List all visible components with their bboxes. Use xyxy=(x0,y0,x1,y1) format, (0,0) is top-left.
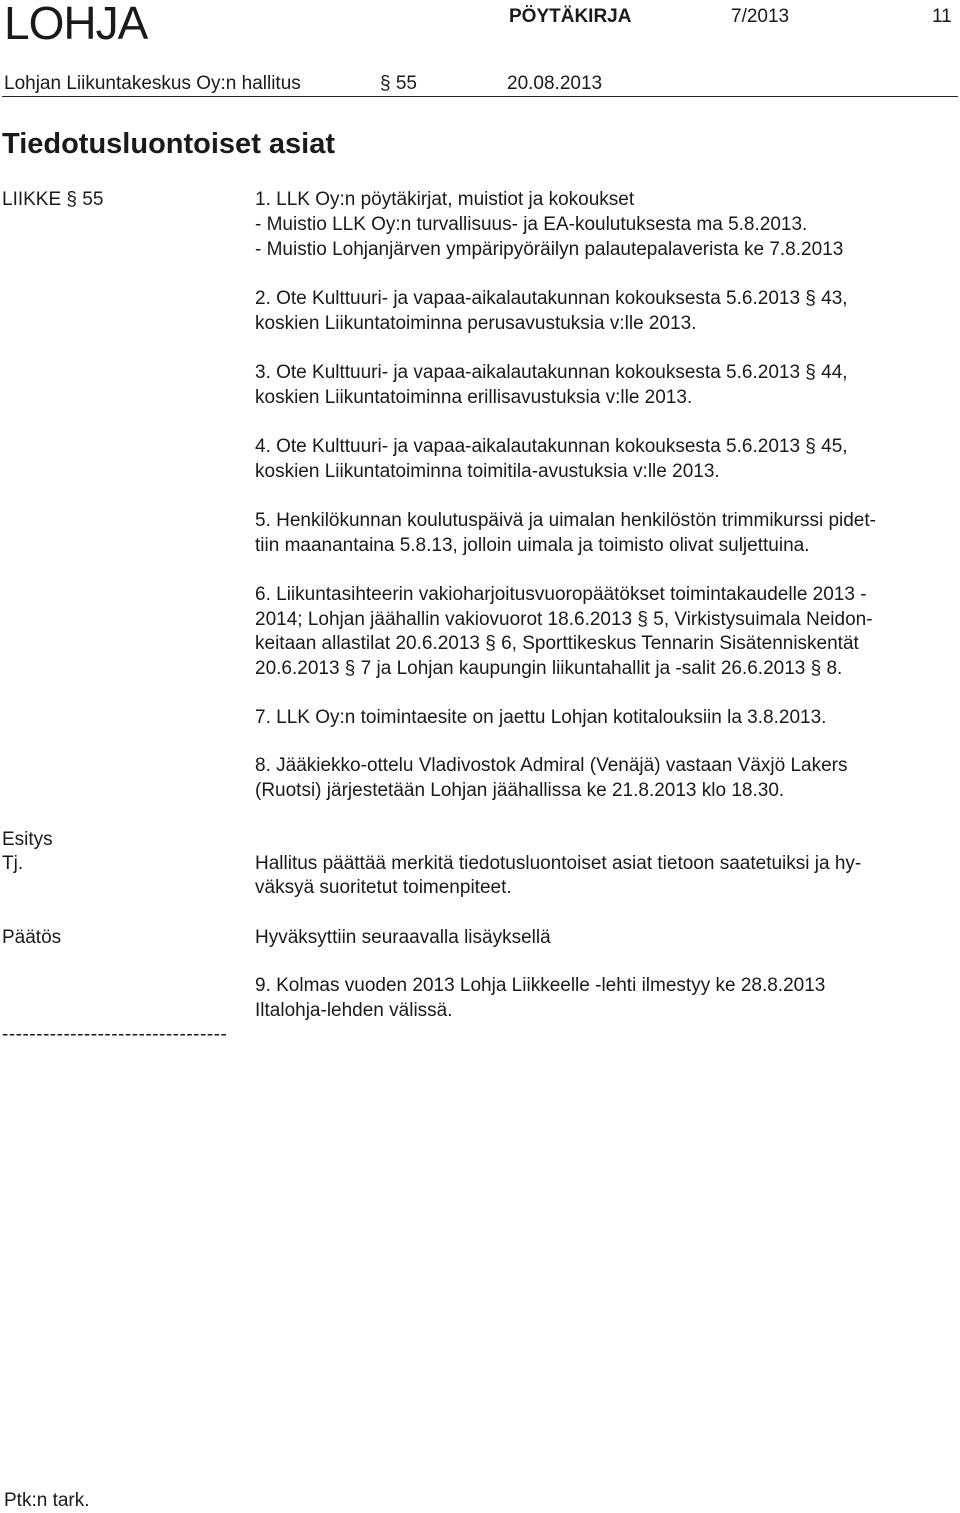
page-title: Tiedotusluontoiset asiat xyxy=(2,128,336,160)
content-line: koskien Liikuntatoiminna toimitila-avustuksia v:lle 2013. xyxy=(255,461,720,482)
content-line: 1. LLK Oy:n pöytäkirjat, muistiot ja kokoukset xyxy=(255,189,635,210)
footer-reviewer-label: Ptk:n tark. xyxy=(4,1490,90,1511)
content-line: 8. Jääkiekko-ottelu Vladivostok Admiral (Venäjä) vastaan Växjö Lakers xyxy=(255,755,848,776)
content-line: - Muistio LLK Oy:n turvallisuus- ja EA-koulutuksesta ma 5.8.2013. xyxy=(255,214,808,235)
proposal-line: väksyä suoritetut toimenpiteet. xyxy=(255,877,512,898)
decision-line: 9. Kolmas vuoden 2013 Lohja Liikkeelle -lehti ilmestyy ke 28.8.2013 xyxy=(255,975,826,996)
decision-line: Hyväksyttiin seuraavalla lisäyksellä xyxy=(255,927,551,948)
organization-name: Lohjan Liikuntakeskus Oy:n hallitus xyxy=(4,73,301,94)
content-line: 6. Liikuntasihteerin vakioharjoitusvuoropäätökset toimintakaudelle 2013 - xyxy=(255,584,867,605)
content-line: keitaan allastilat 20.6.2013 § 6, Sporttikeskus Tennarin Sisätenniskentät xyxy=(255,633,859,654)
content-line: 2014; Lohjan jäähallin vakiovuorot 18.6.2013 § 5, Virkistysuimala Neidon- xyxy=(255,609,873,630)
presenter-label: Tj. xyxy=(2,853,24,874)
content-line: koskien Liikuntatoiminna perusavustuksia v:lle 2013. xyxy=(255,313,697,334)
section-label: LIIKKE § 55 xyxy=(2,189,104,210)
content-line: 2. Ote Kulttuuri- ja vapaa-aikalautakunnan kokouksesta 5.6.2013 § 43, xyxy=(255,288,848,309)
decision-line: Iltalohja-lehden välissä. xyxy=(255,1000,453,1021)
page-number: 11 xyxy=(932,6,952,27)
section-reference: § 55 xyxy=(380,73,417,94)
header-divider xyxy=(2,96,958,97)
content-line: (Ruotsi) järjestetään Lohjan jäähallissa ke 21.8.2013 klo 18.30. xyxy=(255,780,785,801)
content-line: 3. Ote Kulttuuri- ja vapaa-aikalautakunnan kokouksesta 5.6.2013 § 44, xyxy=(255,362,848,383)
document-number: 7/2013 xyxy=(731,6,790,27)
esitys-label: Esitys xyxy=(2,829,53,850)
meeting-date: 20.08.2013 xyxy=(507,73,603,94)
content-line: - Muistio Lohjanjärven ympäripyöräilyn palautepalaverista ke 7.8.2013 xyxy=(255,239,844,260)
content-line: 4. Ote Kulttuuri- ja vapaa-aikalautakunnan kokouksesta 5.6.2013 § 45, xyxy=(255,436,848,457)
content-line: koskien Liikuntatoiminna erillisavustuksia v:lle 2013. xyxy=(255,387,693,408)
document-type: PÖYTÄKIRJA xyxy=(509,6,632,27)
content-line: 7. LLK Oy:n toimintaesite on jaettu Lohjan kotitalouksiin la 3.8.2013. xyxy=(255,707,827,728)
dashed-divider: --------------------------------- xyxy=(2,1024,228,1045)
content-line: 20.6.2013 § 7 ja Lohjan kaupungin liikuntahallit ja -salit 26.6.2013 § 8. xyxy=(255,658,843,679)
content-line: tiin maanantaina 5.8.13, jolloin uimala ja toimisto olivat suljettuina. xyxy=(255,535,810,556)
decision-label: Päätös xyxy=(2,927,62,948)
lohja-logo: LOHJA xyxy=(4,0,148,49)
proposal-line: Hallitus päättää merkitä tiedotusluontoiset asiat tietoon saatetuiksi ja hy- xyxy=(255,853,862,874)
content-line: 5. Henkilökunnan koulutuspäivä ja uimalan henkilöstön trimmikurssi pidet- xyxy=(255,510,876,531)
